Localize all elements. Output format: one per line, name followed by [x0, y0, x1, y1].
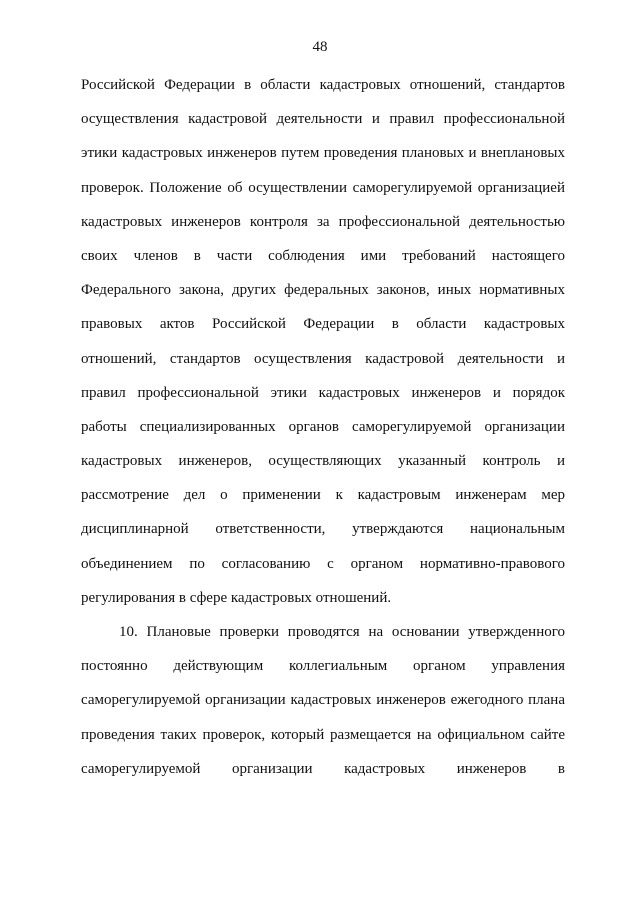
text-line: своих членов в части соблюдения ими требований настоящего	[81, 247, 565, 264]
text-line: саморегулируемой организации кадастровых инженеров ежегодного плана	[81, 692, 565, 709]
text-line: Федерального закона, других федеральных законов, иных нормативных	[81, 282, 565, 299]
text-line: осуществления кадастровой деятельности и правил профессиональной	[81, 111, 565, 128]
text-line: проверок. Положение об осуществлении саморегулируемой организацией	[81, 179, 565, 196]
paragraph-first-line: 10. Плановые проверки проводятся на основании утвержденного	[119, 624, 565, 640]
text-line: работы специализированных органов саморегулируемой организации	[81, 418, 565, 435]
text-line: объединением по согласованию с органом нормативно-правового	[81, 555, 565, 572]
paragraph-end-line: регулирования в сфере кадастровых отношений.	[81, 589, 392, 606]
text-line: саморегулируемой организации кадастровых инженеров в	[81, 760, 565, 777]
text-line: отношений, стандартов осуществления кадастровой деятельности и	[81, 350, 565, 367]
text-line: дисциплинарной ответственности, утверждаются национальным	[81, 521, 565, 538]
text-line: постоянно действующим коллегиальным органом управления	[81, 658, 565, 675]
text-line: Российской Федерации в области кадастровых отношений, стандартов	[81, 77, 565, 93]
text-line: кадастровых инженеров контроля за профессиональной деятельностью	[81, 213, 565, 230]
text-line: правовых актов Российской Федерации в области кадастровых	[81, 316, 565, 333]
text-line: этики кадастровых инженеров путем проведения плановых и внеплановых	[81, 145, 565, 162]
page-number: 48	[312, 39, 328, 55]
text-line: правил профессиональной этики кадастровых инженеров и порядок	[81, 384, 565, 401]
text-line: проведения таких проверок, который размещается на официальном сайте	[81, 726, 565, 743]
text-line: рассмотрение дел о применении к кадастровым инженерам мер	[81, 487, 565, 504]
text-line: кадастровых инженеров, осуществляющих указанный контроль и	[81, 453, 565, 470]
body-text	[81, 74, 565, 792]
